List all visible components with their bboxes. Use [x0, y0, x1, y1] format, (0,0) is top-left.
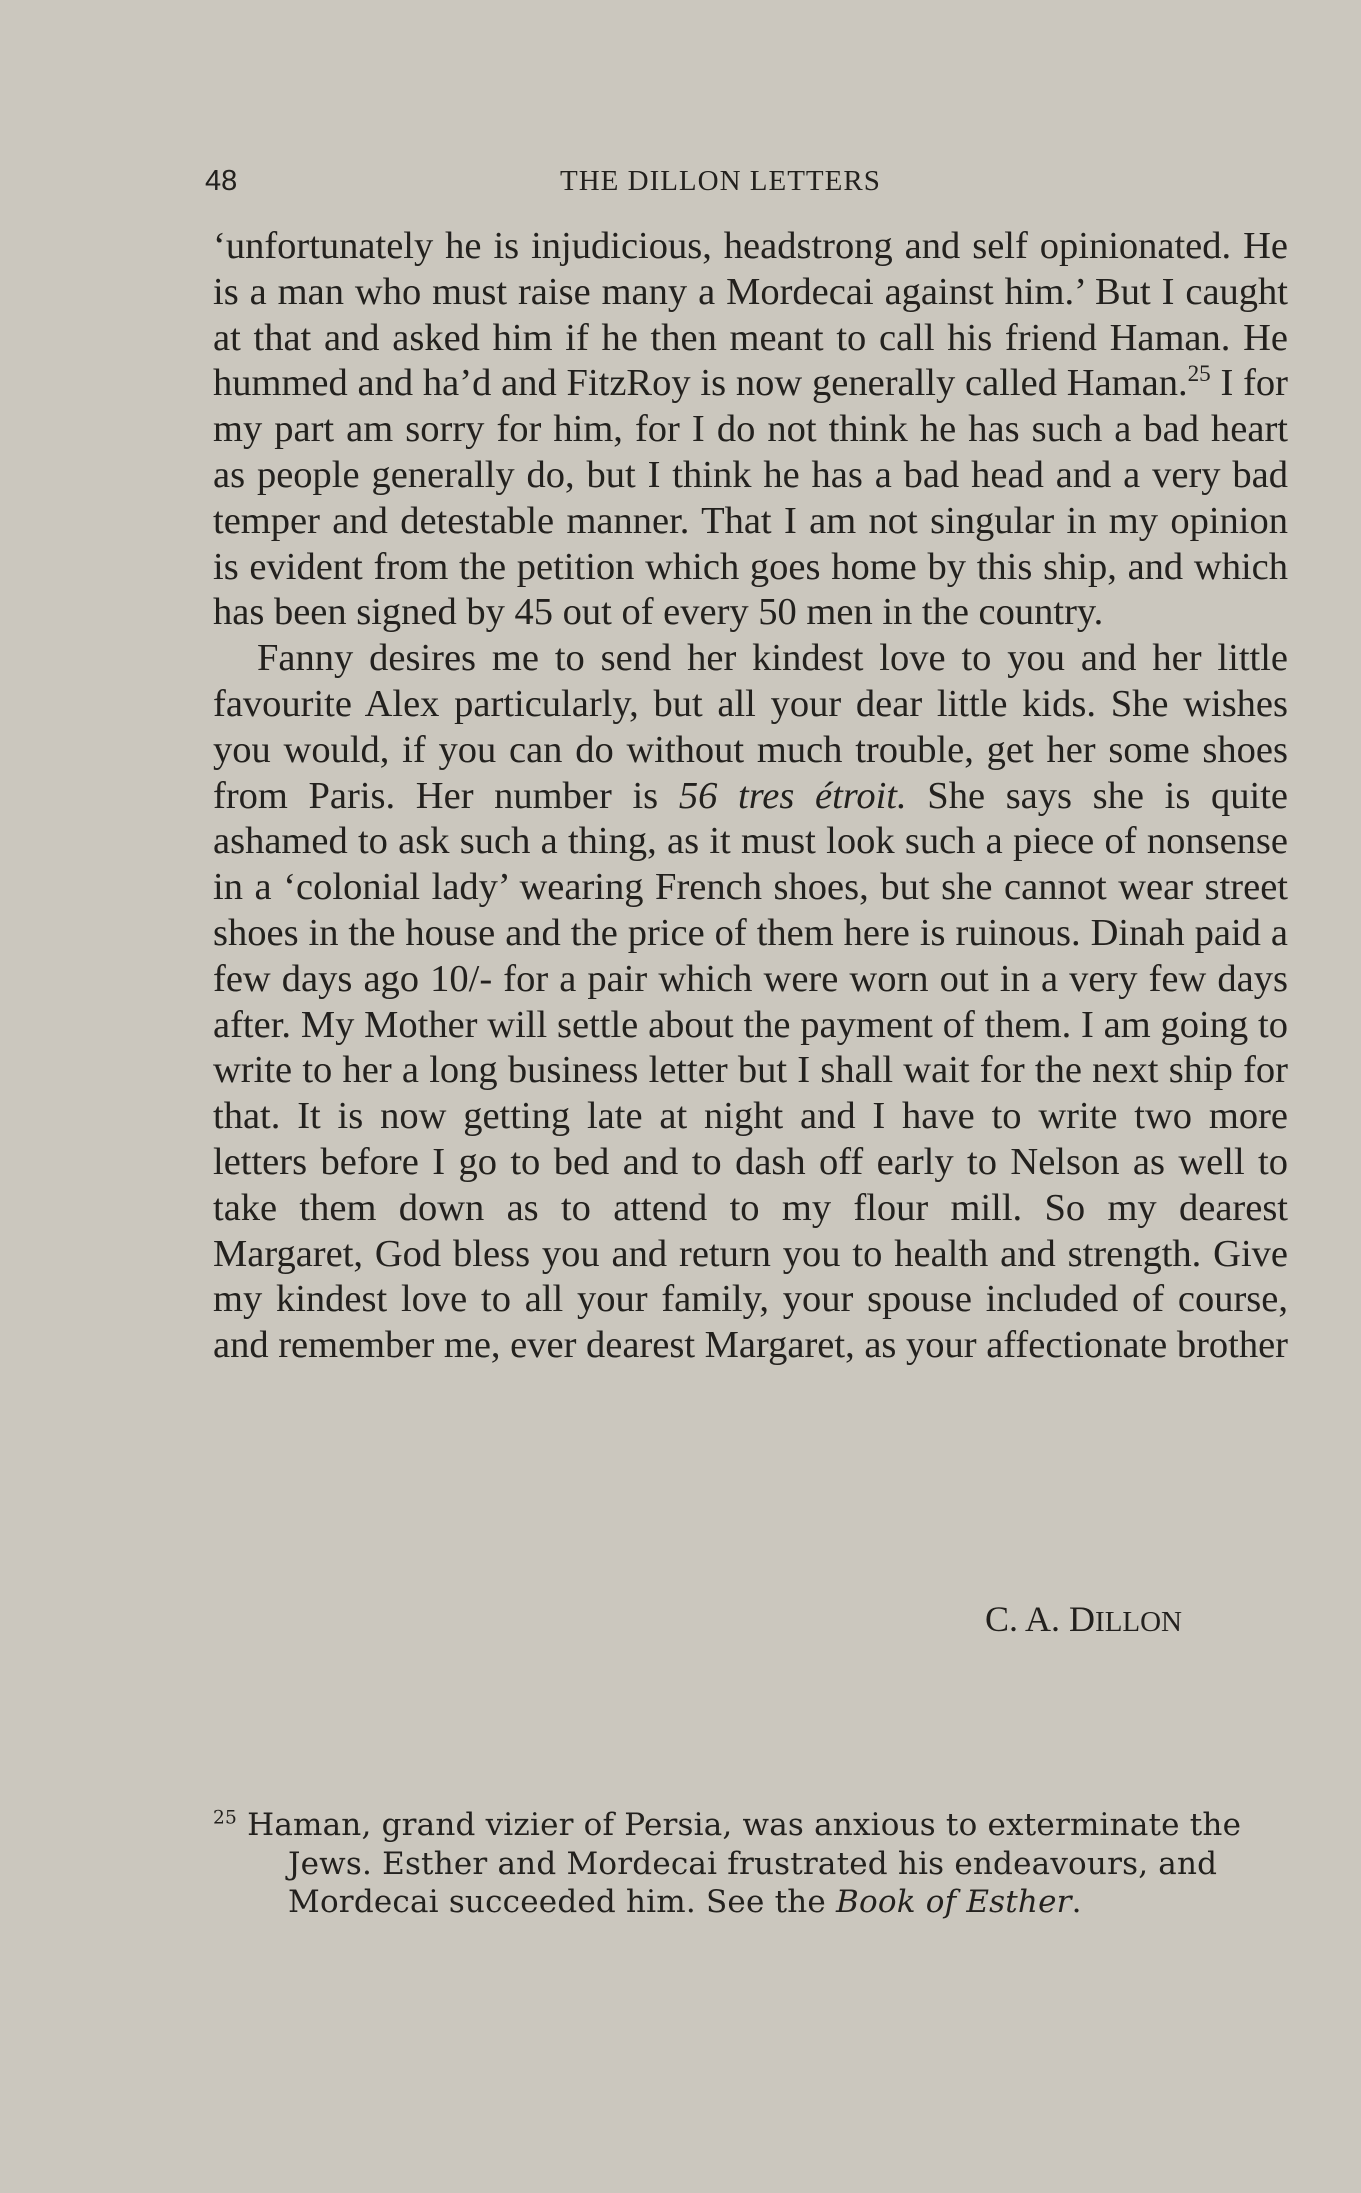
signature-initials: C. A. — [985, 1599, 1070, 1639]
paragraph-1 — [213, 224, 1288, 636]
footnote — [213, 1806, 1293, 1922]
footnote-line-3-text-a: Mordecai succeeded him. See the — [288, 1884, 836, 1920]
footnote-line-1-text: Haman, grand vizier of Persia, was anxious to exterminate the — [237, 1807, 1242, 1843]
footnote-line-2: Jews. Esther and Mordecai frustrated his endeavours, and — [288, 1845, 1218, 1882]
footnote-line-3 — [213, 1883, 1293, 1922]
signature-surname-initial: D — [1069, 1599, 1096, 1639]
paragraph-1-text-b: I for my part am sorry for him, for I do not think he has such a bad heart as people generally do, but I think he has a bad head and a very bad temper and detestable manner. That I am not singular in my opinion is evident from the petition which goes home by this ship, and which has been signed by 45 out of every 50 men in the country. — [213, 362, 1288, 634]
letter-body — [213, 224, 1288, 1369]
paragraph-2-text-b: She says she is quite ashamed to ask such a thing, as it must look such a piece of nonsense in a ‘colonial lady’ wearing French shoes, but she cannot wear street shoes in the house and the price of them here is ruinous. Dinah paid a few days ago 10/- for a pair which were worn out in a very few days after. My Mother will settle about the payment of them. I am going to write to her a long business letter but I shall wait for the next ship for that. It is now getting late at night and I have to write two more letters before I go to bed and to dash off early to Nelson as well to take them down as to attend to my flour mill. So my dearest Margaret, God bless you and return you to health and strength. Give my kindest love to all your family, your spouse included of course, and remember me, ever dearest Margaret, as your affectionate brother — [213, 774, 1288, 1367]
book-title-italic: Book of Esther — [836, 1884, 1072, 1920]
page-number: 48 — [205, 165, 238, 197]
footnote-line-1 — [213, 1806, 1293, 1845]
signature-surname-smallcaps: ILLON — [1095, 1606, 1183, 1638]
footnote-line-3-text-b: . — [1071, 1884, 1082, 1920]
footnote-reference: 25 — [1187, 360, 1211, 387]
shoe-size-italic: 56 tres étroit. — [678, 774, 907, 817]
paragraph-2-text-a: Fanny desires me to send her kindest love to you and her little favourite Alex particularly, but all your dear little kids. She wishes you would, if you can do without much trouble, get her some shoes from Paris. Her number is — [213, 637, 1288, 817]
paragraph-2 — [213, 636, 1288, 1369]
paragraph-1-text-a: ‘unfortunately he is injudicious, headstrong and self opinionated. He is a man who must raise many a Mordecai against him.’ But I caught at that and asked him if he then meant to call his friend Haman. He hummed and ha’d and FitzRoy is now generally called Haman. — [213, 225, 1288, 405]
signature — [985, 1598, 1182, 1640]
running-header — [205, 165, 1290, 205]
running-title: THE DILLON LETTERS — [560, 165, 881, 197]
footnote-number: 25 — [213, 1807, 238, 1829]
